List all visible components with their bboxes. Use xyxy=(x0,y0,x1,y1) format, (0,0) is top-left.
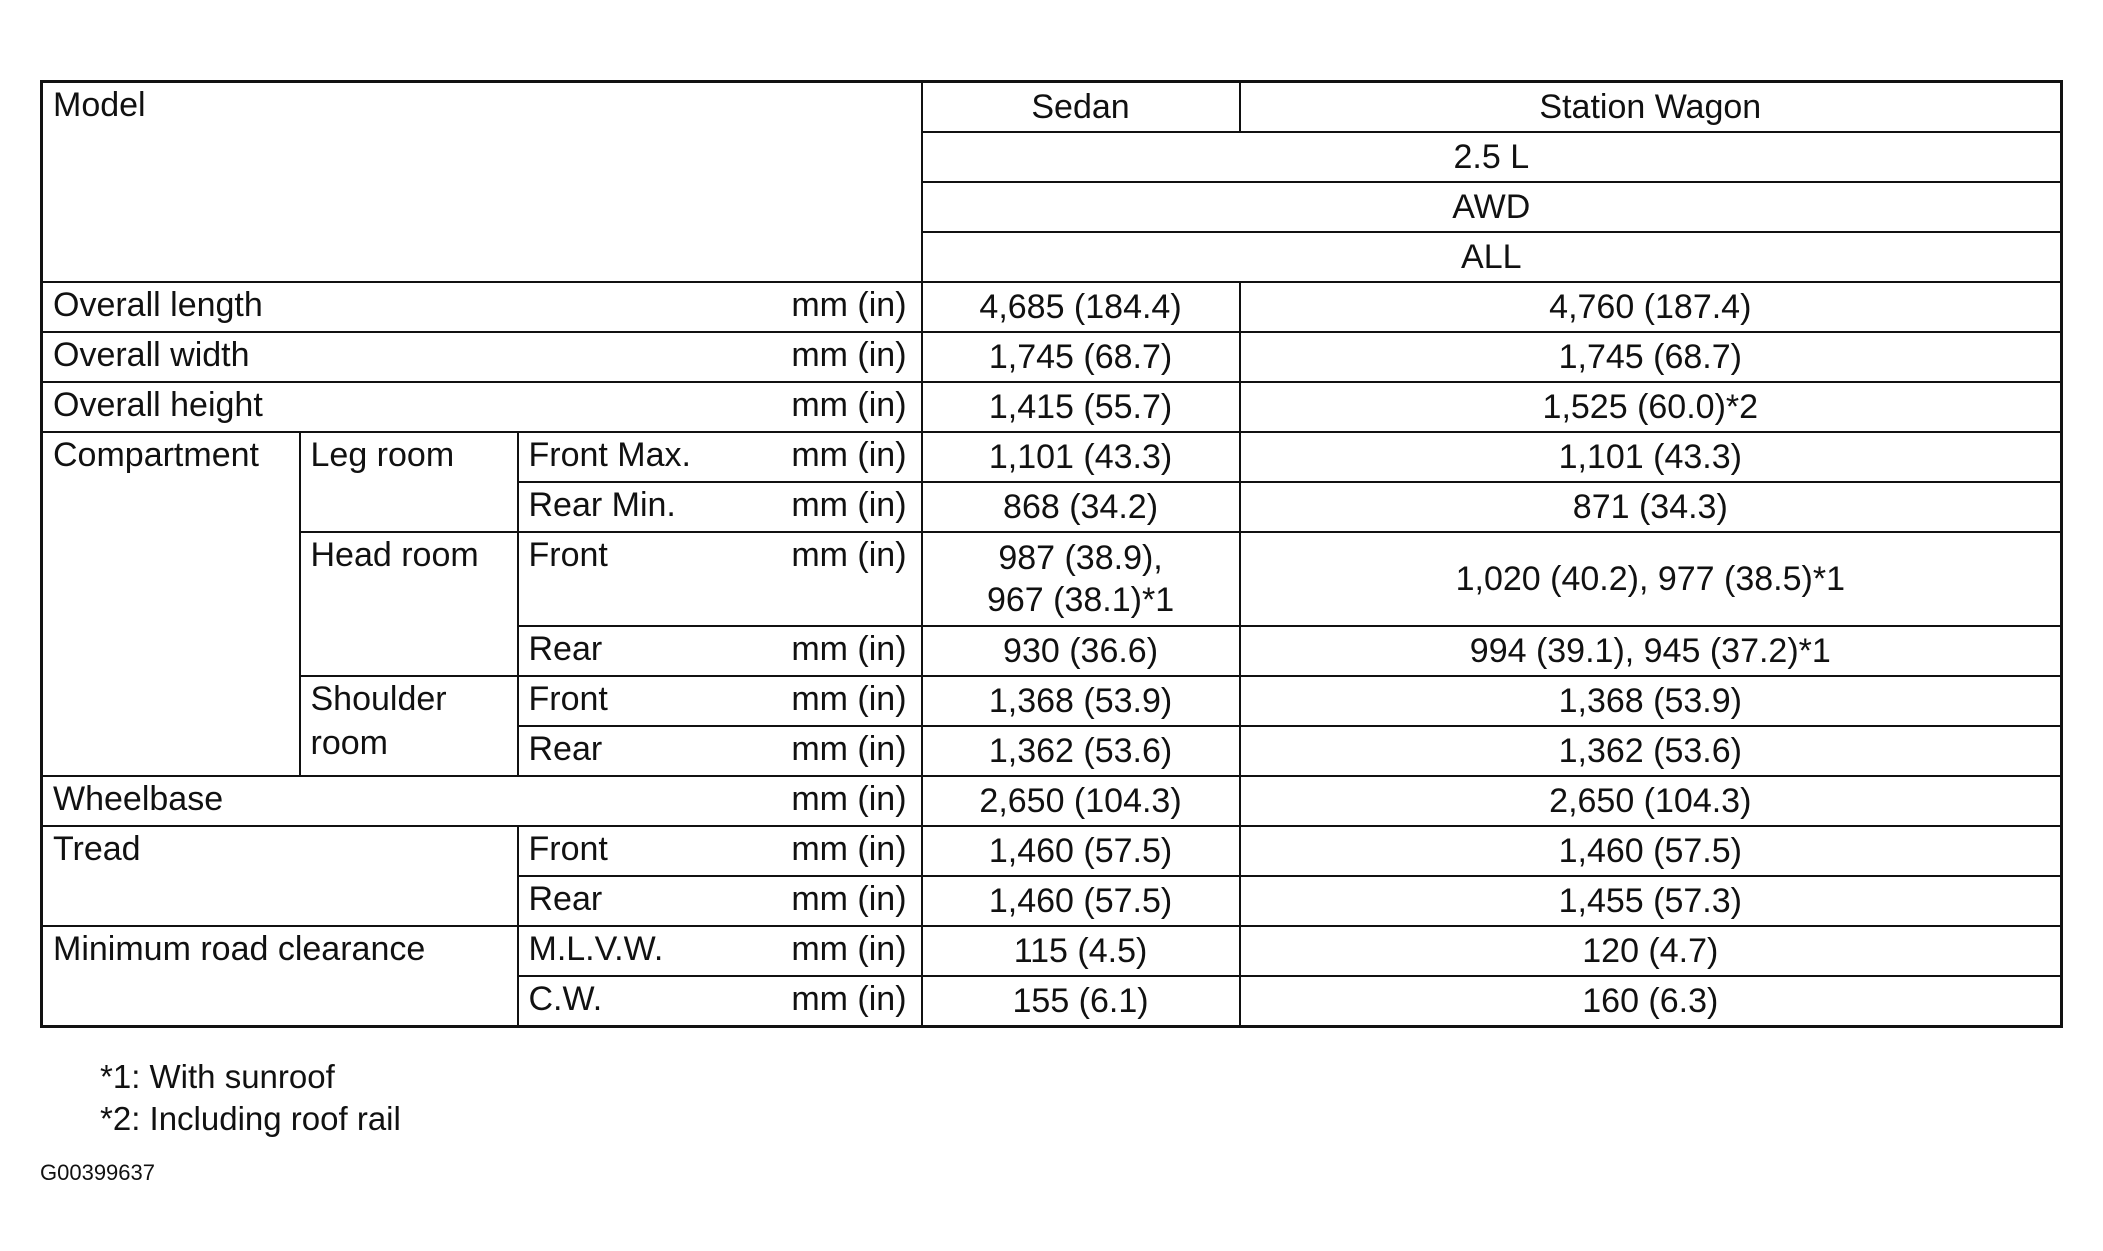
table-row xyxy=(42,926,2062,976)
wagon-value: 120 (4.7) xyxy=(1240,926,2062,976)
table-row xyxy=(42,532,2062,626)
sedan-value-line-1: 987 (38.9), xyxy=(998,539,1163,577)
unit-label: mm (in) xyxy=(748,926,922,976)
leg-room-front-label: Front Max. xyxy=(518,432,748,482)
sedan-value: 930 (36.6) xyxy=(922,626,1240,676)
sedan-value: 1,460 (57.5) xyxy=(922,876,1240,926)
head-room-label: Head room xyxy=(300,532,518,676)
wagon-value: 1,455 (57.3) xyxy=(1240,876,2062,926)
sedan-header: Sedan xyxy=(922,82,1240,133)
table-row xyxy=(42,82,2062,133)
overall-height-label: Overall height xyxy=(42,382,748,432)
tread-label: Tread xyxy=(42,826,518,926)
wagon-value: 1,460 (57.5) xyxy=(1240,826,2062,876)
leg-room-rear-label: Rear Min. xyxy=(518,482,748,532)
station-wagon-header: Station Wagon xyxy=(1240,82,2062,133)
overall-length-label: Overall length xyxy=(42,282,748,332)
sedan-value: 155 (6.1) xyxy=(922,976,1240,1027)
wagon-value: 4,760 (187.4) xyxy=(1240,282,2062,332)
table-row xyxy=(42,282,2062,332)
overall-width-label: Overall width xyxy=(42,332,748,382)
wagon-value: 1,745 (68.7) xyxy=(1240,332,2062,382)
wagon-value: 1,362 (53.6) xyxy=(1240,726,2062,776)
sedan-value: 115 (4.5) xyxy=(922,926,1240,976)
table-row xyxy=(42,776,2062,826)
unit-label: mm (in) xyxy=(748,482,922,532)
wagon-value: 1,101 (43.3) xyxy=(1240,432,2062,482)
table-row xyxy=(42,676,2062,726)
shoulder-room-front-label: Front xyxy=(518,676,748,726)
wagon-value: 994 (39.1), 945 (37.2)*1 xyxy=(1240,626,2062,676)
figure-code: G00399637 xyxy=(40,1160,155,1185)
min-road-clearance-label: Minimum road clearance xyxy=(42,926,518,1027)
shoulder-room-label xyxy=(300,676,518,776)
tread-rear-label: Rear xyxy=(518,876,748,926)
grade-header: ALL xyxy=(922,232,2062,282)
unit-label: mm (in) xyxy=(748,776,922,826)
table-row xyxy=(42,382,2062,432)
unit-label: mm (in) xyxy=(748,382,922,432)
shoulder-room-rear-label: Rear xyxy=(518,726,748,776)
sedan-value: 2,650 (104.3) xyxy=(922,776,1240,826)
unit-label: mm (in) xyxy=(748,432,922,482)
table-row xyxy=(42,826,2062,876)
table-row xyxy=(42,332,2062,382)
table-row xyxy=(42,432,2062,482)
unit-label: mm (in) xyxy=(748,876,922,926)
unit-label: mm (in) xyxy=(748,976,922,1027)
mlvw-label: M.L.V.W. xyxy=(518,926,748,976)
wagon-value: 871 (34.3) xyxy=(1240,482,2062,532)
sedan-value: 1,362 (53.6) xyxy=(922,726,1240,776)
unit-label: mm (in) xyxy=(748,726,922,776)
drive-header: AWD xyxy=(922,182,2062,232)
sedan-value: 1,460 (57.5) xyxy=(922,826,1240,876)
unit-label: mm (in) xyxy=(748,826,922,876)
sedan-value: 1,368 (53.9) xyxy=(922,676,1240,726)
footnote-roof-rail: *2: Including roof rail xyxy=(100,1100,401,1137)
wagon-value: 2,650 (104.3) xyxy=(1240,776,2062,826)
unit-label: mm (in) xyxy=(748,332,922,382)
footnote-sunroof: *1: With sunroof xyxy=(100,1058,335,1095)
unit-label: mm (in) xyxy=(748,626,922,676)
head-room-front-label: Front xyxy=(518,532,748,626)
model-header-cell: Model xyxy=(42,82,922,283)
cw-label: C.W. xyxy=(518,976,748,1027)
wagon-value: 160 (6.3) xyxy=(1240,976,2062,1027)
shoulder-room-label-line-1: Shoulder xyxy=(310,680,447,718)
tread-front-label: Front xyxy=(518,826,748,876)
wagon-value: 1,368 (53.9) xyxy=(1240,676,2062,726)
sedan-value xyxy=(922,532,1240,626)
sedan-value: 868 (34.2) xyxy=(922,482,1240,532)
dimensions-table xyxy=(40,80,2063,1028)
unit-label: mm (in) xyxy=(748,282,922,332)
head-room-rear-label: Rear xyxy=(518,626,748,676)
unit-label: mm (in) xyxy=(748,532,922,626)
sedan-value: 1,745 (68.7) xyxy=(922,332,1240,382)
sedan-value: 4,685 (184.4) xyxy=(922,282,1240,332)
shoulder-room-label-line-2: room xyxy=(310,724,388,762)
sedan-value: 1,415 (55.7) xyxy=(922,382,1240,432)
wagon-value: 1,020 (40.2), 977 (38.5)*1 xyxy=(1240,532,2062,626)
wheelbase-label: Wheelbase xyxy=(42,776,748,826)
sedan-value-line-2: 967 (38.1)*1 xyxy=(986,581,1175,619)
compartment-label: Compartment xyxy=(42,432,300,776)
engine-header: 2.5 L xyxy=(922,132,2062,182)
wagon-value: 1,525 (60.0)*2 xyxy=(1240,382,2062,432)
leg-room-label: Leg room xyxy=(300,432,518,532)
sedan-value: 1,101 (43.3) xyxy=(922,432,1240,482)
unit-label: mm (in) xyxy=(748,676,922,726)
